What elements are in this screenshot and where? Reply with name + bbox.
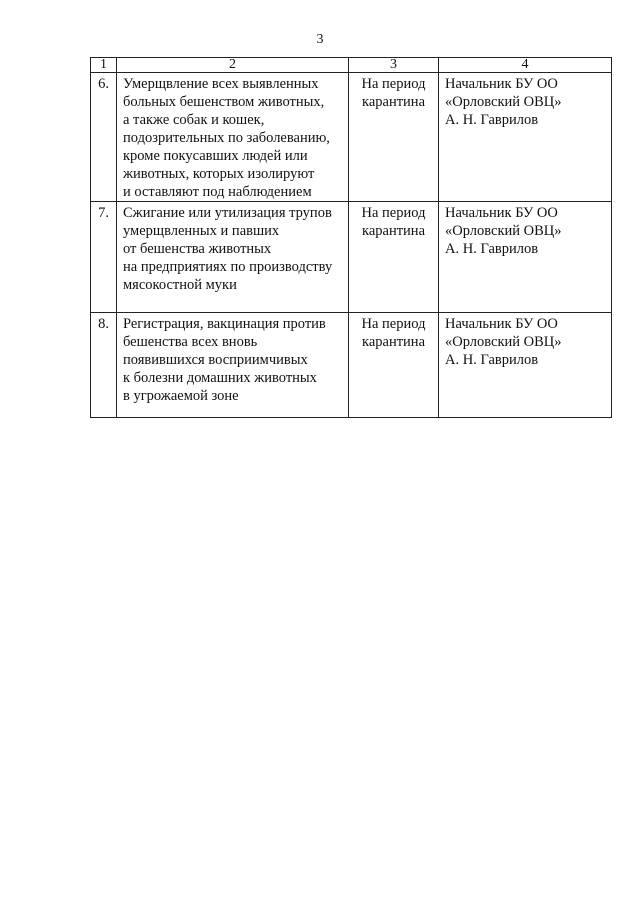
measure-line: и оставляют под наблюдением: [123, 184, 312, 200]
period-line: карантина: [362, 94, 425, 110]
measure-line: в угрожаемой зоне: [123, 388, 239, 404]
row-number: 6.: [91, 73, 117, 202]
header-col-1: 1: [91, 58, 117, 73]
measure-cell: [117, 313, 349, 418]
period-line: карантина: [362, 223, 425, 239]
measure-cell: [117, 73, 349, 202]
measure-line: на предприятиях по производству: [123, 259, 333, 275]
responsible-line: А. Н. Гаврилов: [445, 241, 539, 257]
responsible-line: «Орловский ОВЦ»: [445, 223, 562, 239]
period-line: На период: [361, 316, 426, 332]
measure-cell: [117, 202, 349, 313]
responsible-line: «Орловский ОВЦ»: [445, 334, 562, 350]
header-row: [91, 58, 612, 73]
period-line: На период: [361, 205, 426, 221]
table-row: [91, 313, 612, 418]
measure-line: Регистрация, вакцинация против: [123, 316, 326, 332]
measure-line: животных, которых изолируют: [123, 166, 315, 182]
responsible-line: Начальник БУ ОО: [445, 76, 558, 92]
page-number: 3: [316, 32, 324, 47]
responsible-cell: [439, 202, 612, 313]
responsible-cell: [439, 313, 612, 418]
measure-line: больных бешенством животных,: [123, 94, 325, 110]
responsible-cell: [439, 73, 612, 202]
period-cell: [349, 73, 439, 202]
header-col-2: 2: [117, 58, 349, 73]
measure-line: подозрительных по заболеванию,: [123, 130, 330, 146]
period-line: карантина: [362, 334, 425, 350]
measure-line: а также собак и кошек,: [123, 112, 265, 128]
measure-line: от бешенства животных: [123, 241, 272, 257]
measure-line: появившихся восприимчивых: [123, 352, 308, 368]
measure-line: Умерщвление всех выявленных: [123, 76, 319, 92]
measure-line: бешенства всех вновь: [123, 334, 258, 350]
period-cell: [349, 202, 439, 313]
measure-line: умерщвленных и павших: [123, 223, 280, 239]
period-cell: [349, 313, 439, 418]
responsible-line: Начальник БУ ОО: [445, 205, 558, 221]
responsible-line: Начальник БУ ОО: [445, 316, 558, 332]
measure-line: Сжигание или утилизация трупов: [123, 205, 332, 221]
row-number: 8.: [91, 313, 117, 418]
period-line: На период: [361, 76, 426, 92]
measure-line: кроме покусавших людей или: [123, 148, 308, 164]
measures-table: [90, 57, 612, 418]
measure-line: к болезни домашних животных: [123, 370, 317, 386]
responsible-line: А. Н. Гаврилов: [445, 352, 539, 368]
table-row: [91, 73, 612, 202]
responsible-line: «Орловский ОВЦ»: [445, 94, 562, 110]
table-header: [91, 58, 612, 73]
table-body: [91, 73, 612, 418]
header-col-4: 4: [439, 58, 612, 73]
responsible-line: А. Н. Гаврилов: [445, 112, 539, 128]
table-row: [91, 202, 612, 313]
measure-line: мясокостной муки: [123, 277, 237, 293]
row-number: 7.: [91, 202, 117, 313]
header-col-3: 3: [349, 58, 439, 73]
